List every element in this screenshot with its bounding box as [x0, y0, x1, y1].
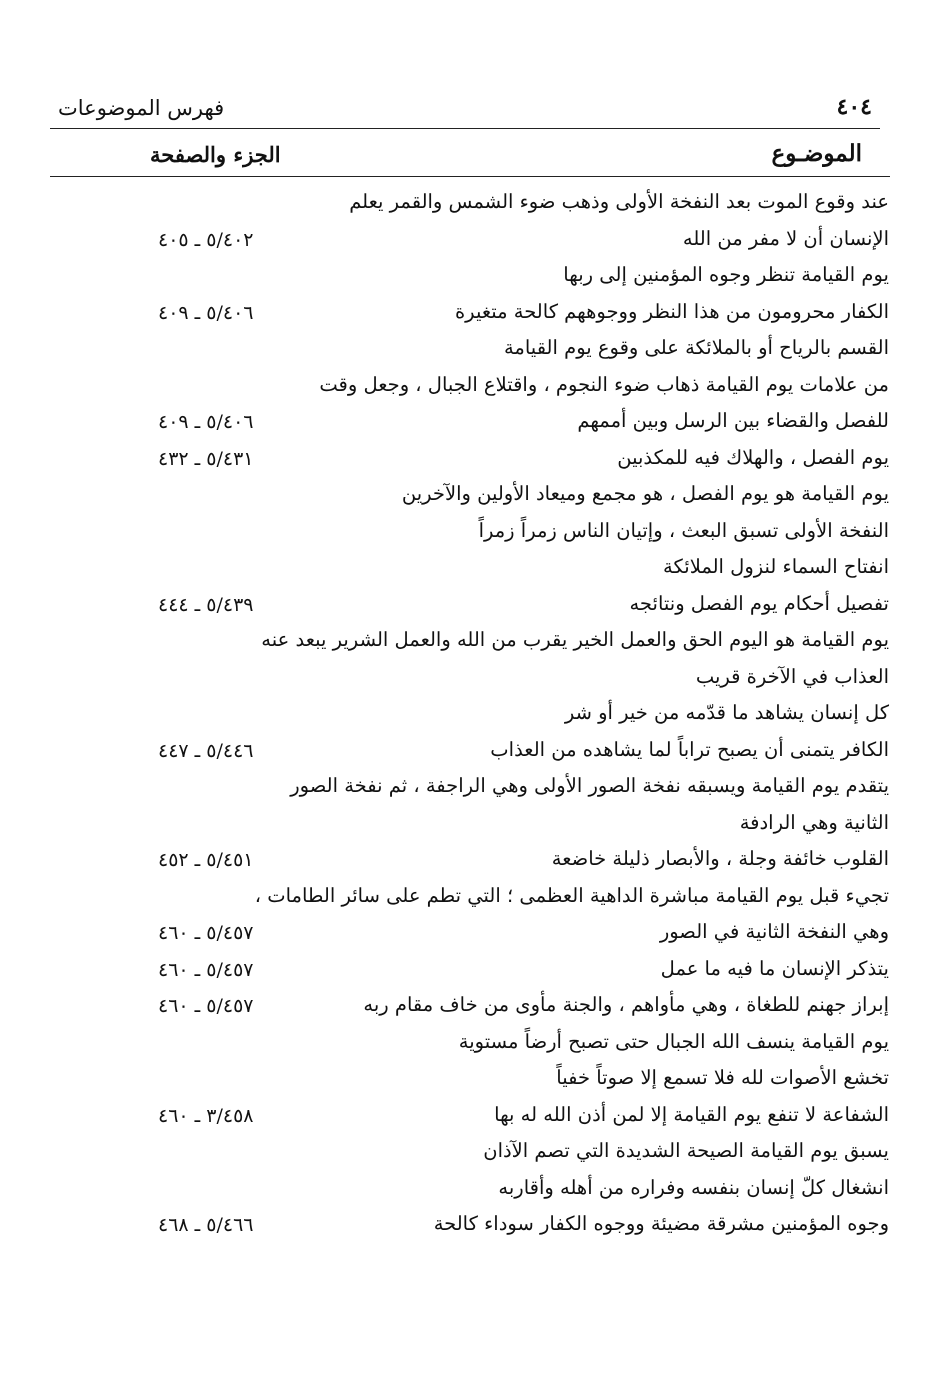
entry-topic: القلوب خائفة وجلة ، والأبصار ذليلة خاضعة	[551, 847, 889, 870]
entry-reference: ٥/٤٣١ ـ ٤٣٢	[158, 447, 254, 470]
index-entry	[0, 916, 947, 953]
entry-topic: يوم القيامة هو اليوم الحق والعمل الخير يقرب من الله والعمل الشرير يبعد عنه	[261, 628, 889, 651]
entry-topic: يتذكر الإنسان ما فيه ما عمل	[660, 956, 889, 980]
entry-topic: تفصيل أحكام يوم الفصل ونتائجه	[629, 591, 889, 615]
entry-topic: العذاب في الآخرة قريب	[695, 664, 889, 688]
entry-reference: ٥/٤٥٧ ـ ٤٦٠	[158, 922, 254, 944]
index-entry	[0, 223, 947, 260]
entry-topic: يوم القيامة ينسف الله الجبال حتى تصبح أرضاً مستوية	[458, 1029, 889, 1053]
entry-topic: النفخة الأولى تسبق البعث ، وإتيان الناس زمراً زمراً	[478, 518, 889, 542]
entry-topic: تجيء قبل يوم القيامة مباشرة الداهية العظمى ؛ التي تطم على سائر الطامات ،	[254, 883, 889, 907]
index-entry	[0, 1026, 947, 1063]
index-entry	[0, 734, 947, 771]
entry-topic: الثانية وهي الرادفة	[739, 810, 889, 834]
entry-topic: وجوه المؤمنين مشرقة مضيئة ووجوه الكفار سوداء كالحة	[433, 1212, 889, 1235]
index-entry	[0, 697, 947, 734]
entry-topic: عند وقوع الموت بعد النفخة الأولى وذهب ضوء الشمس والقمر يعلم	[349, 190, 889, 213]
running-header	[50, 92, 880, 129]
section-title: فهرس الموضوعات	[58, 96, 225, 120]
entry-reference: ٥/٤٦٦ ـ ٤٦٨	[158, 1214, 254, 1236]
index-entry	[0, 1099, 947, 1136]
column-headers	[50, 140, 890, 177]
entry-reference: ٥/٤٣٩ ـ ٤٤٤	[158, 593, 254, 616]
entry-topic: يوم القيامة تنظر وجوه المؤمنين إلى ربها	[563, 263, 889, 286]
entry-reference: ٥/٤٥٧ ـ ٤٦٠	[158, 995, 254, 1017]
index-entry	[0, 989, 947, 1026]
entry-topic: انشغال كلّ إنسان بنفسه وفراره من أهله وأقاربه	[498, 1175, 889, 1199]
entry-topic: الإنسان أن لا مفر من الله	[682, 226, 889, 250]
entry-reference: ٥/٤٠٦ ـ ٤٠٩	[158, 411, 254, 433]
index-entry	[0, 1172, 947, 1209]
index-entry	[0, 588, 947, 625]
index-entry	[0, 953, 947, 990]
index-entry	[0, 1208, 947, 1245]
index-entries	[0, 186, 947, 1245]
entry-topic: يتقدم يوم القيامة ويسبقه نفخة الصور الأولى وهي الراجفة ، ثم نفخة الصور	[290, 774, 889, 797]
index-entry	[0, 515, 947, 552]
index-entry	[0, 624, 947, 661]
entry-topic: انفتاح السماء لنزول الملائكة	[663, 555, 889, 578]
entry-topic: تخشع الأصوات لله فلا تسمع إلا صوتاً خفياً	[556, 1066, 889, 1089]
entry-reference: ٣/٤٥٨ ـ ٤٦٠	[158, 1104, 254, 1127]
entry-topic: يوم الفصل ، والهلاك فيه للمكذبين	[617, 445, 889, 469]
entry-topic: يسبق يوم القيامة الصيحة الشديدة التي تصم الآذان	[483, 1139, 889, 1162]
entry-topic: إبراز جهنم للطغاة ، وهي مأواهم ، والجنة مأوى من خاف مقام ربه	[363, 993, 889, 1016]
index-entry	[0, 405, 947, 442]
index-entry	[0, 259, 947, 296]
entry-reference: ٥/٤٤٦ ـ ٤٤٧	[158, 739, 254, 762]
index-entry	[0, 369, 947, 406]
entry-topic: من علامات يوم القيامة ذهاب ضوء النجوم ، واقتلاع الجبال ، وجعل وقت	[319, 372, 889, 396]
entry-topic: للفصل والقضاء بين الرسل وبين أممهم	[577, 409, 889, 432]
entry-reference: ٥/٤٠٢ ـ ٤٠٥	[158, 228, 254, 251]
index-entry	[0, 843, 947, 880]
index-entry	[0, 296, 947, 333]
index-entry	[0, 1135, 947, 1172]
entry-topic: الكافر يتمنى أن يصبح تراباً لما يشاهده من العذاب	[490, 737, 889, 761]
index-entry	[0, 186, 947, 223]
entry-topic: الكفار محرومون من هذا النظر ووجوههم كالحة متغيرة	[454, 299, 889, 323]
index-entry	[0, 807, 947, 844]
index-entry	[0, 661, 947, 698]
entry-topic: وهي النفخة الثانية في الصور	[659, 920, 889, 943]
reference-column-header: الجزء والصفحة	[150, 142, 281, 167]
entry-reference: ٥/٤٥١ ـ ٤٥٢	[158, 849, 254, 871]
entry-reference: ٥/٤٠٦ ـ ٤٠٩	[158, 301, 254, 324]
entry-reference: ٥/٤٥٧ ـ ٤٦٠	[158, 958, 254, 981]
index-entry	[0, 478, 947, 515]
entry-topic: الشفاعة لا تنفع يوم القيامة إلا لمن أذن الله له بها	[494, 1102, 889, 1126]
index-entry	[0, 332, 947, 369]
index-entry	[0, 770, 947, 807]
index-entry	[0, 442, 947, 479]
entry-topic: كل إنسان يشاهد ما قدّمه من خير أو شر	[564, 701, 889, 724]
page-number: ٤٠٤	[836, 94, 872, 120]
index-entry	[0, 551, 947, 588]
entry-topic: يوم القيامة هو يوم الفصل ، هو مجمع وميعاد الأولين والآخرين	[401, 482, 889, 505]
topic-column-header: الموضـوع	[771, 140, 862, 167]
index-entry	[0, 1062, 947, 1099]
index-entry	[0, 880, 947, 917]
entry-topic: القسم بالرياح أو بالملائكة على وقوع يوم القيامة	[503, 336, 889, 359]
